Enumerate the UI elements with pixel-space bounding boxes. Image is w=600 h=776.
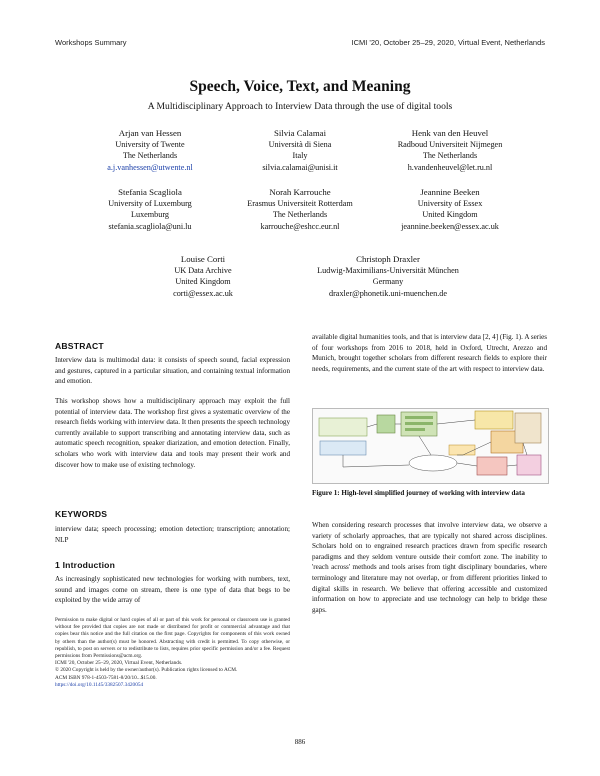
- keywords-text: interview data; speech processing; emotion detection; transcription; annotation; NLP: [55, 525, 290, 544]
- author-country: United Kingdom: [422, 210, 478, 220]
- author-name: Louise Corti: [180, 254, 226, 264]
- intro-continued-paragraph: available digital humanities tools, and that is interview data [2, 4] (Fig. 1). A series of four workshops from 2016 to 2018, held in Oxford, Utrecht, Arezzo and Munich, brought together scholars from different research fields to explore their needs, requirements, and the current state of the art with respect to interview data.: [312, 333, 547, 373]
- author-email[interactable]: stefania.scagliola@uni.lu: [108, 221, 192, 231]
- author-affiliation: University of Essex: [417, 199, 483, 209]
- author-block: [108, 254, 298, 299]
- section-heading: 1 Introduction: [55, 560, 116, 570]
- author-affiliation: UK Data Archive: [174, 266, 232, 276]
- author-affiliation: University of Twente: [115, 140, 185, 150]
- running-header-right: ICMI '20, October 25–29, 2020, Virtual Event, Netherlands: [351, 38, 545, 47]
- author-country: The Netherlands: [122, 151, 178, 161]
- author-affiliation: Erasmus Universiteit Rotterdam: [247, 199, 353, 209]
- author-country: Italy: [292, 151, 308, 161]
- author-email[interactable]: corti@essex.ac.uk: [173, 288, 233, 298]
- figure-1-diagram: [312, 408, 549, 484]
- page-number: 886: [294, 738, 306, 746]
- paper-title: Speech, Voice, Text, and Meaning: [189, 78, 411, 95]
- author-country: Luxemburg: [130, 210, 170, 220]
- footnote-copyright: © 2020 Copyright is held by the owner/author(s). Publication rights licensed to ACM.: [55, 667, 238, 674]
- copyright-footnote: [55, 617, 290, 689]
- author-email[interactable]: h.vandenheuvel@let.ru.nl: [407, 162, 493, 172]
- author-block: [355, 187, 545, 232]
- author-country: The Netherlands: [422, 151, 478, 161]
- author-affiliation: Università di Siena: [268, 140, 332, 150]
- author-name: Christoph Draxler: [356, 254, 420, 264]
- author-name: Jeannine Beeken: [420, 187, 480, 197]
- figure-1-caption: Figure 1: High-level simplified journey of working with interview data: [312, 489, 525, 497]
- author-name: Silvia Calamai: [273, 128, 327, 138]
- abstract-paragraph: This workshop shows how a multidisciplinary approach may exploit the full potential of interview data. The workshop first gives a systematic overview of the research fields working with interview data. It then presents the speech technology currently available to support transcribing and annotating interview data, such as automatic speech recognition, speaker diarization, and emotion detection. Finally, scholars who work with interview data and tools may present their work and discover how to make use of existing technology.: [55, 397, 290, 469]
- author-email[interactable]: draxler@phonetik.uni-muenchen.de: [328, 288, 448, 298]
- intro-paragraph: As increasingly sophisticated new technologies for working with numbers, text, sound and images come on stream, there is one type of data that begs to be exploited by the wide array of: [55, 575, 290, 605]
- author-block: [355, 128, 545, 173]
- author-name: Norah Karrouche: [269, 187, 331, 197]
- author-email[interactable]: silvia.calamai@unisi.it: [262, 162, 338, 172]
- footnote-permission: Permission to make digital or hard copies of all or part of this work for personal or classroom use is granted without fee provided that copies are not made or distributed for profit or commercial advantage and that copies bear this notice and the full citation on the first page. Copyrights for components of this work owned by others than the author(s) must be honored. Abstracting with credit is permitted. To copy otherwise, or republish, to post on servers or to redistribute to lists, requires prior specific permission and/or a fee. Request permissions from Permissions@acm.org.: [55, 617, 290, 660]
- author-email[interactable]: jeannine.beeken@essex.ac.uk: [401, 221, 499, 231]
- author-email[interactable]: a.j.vanhessen@utwente.nl: [107, 162, 193, 172]
- author-email[interactable]: karrouche@eshcc.eur.nl: [260, 221, 340, 231]
- keywords-heading: KEYWORDS: [55, 509, 108, 519]
- abstract-paragraph: Interview data is multimodal data: it consists of speech sound, facial expression and gestures, captured in a particular situation, and containing textual information and emotion.: [55, 356, 290, 386]
- body-paragraph: When considering research processes that involve interview data, we observe a variety of scholarly approaches, that are typically not shared across disciplines. Scholars hold on to engrained research practices drawn from specific research paradigms and they seldom venture outside their comfort zone. The inability to 'reach across' methods and tools arises from tight disciplinary boundaries, where terminology and literature may not overlap, or from different priorities linked to digital skills in research. We believe that offering accessible and customized information on how to appreciate and use technology can help to bridge these gaps.: [312, 521, 547, 614]
- author-name: Arjan van Hessen: [118, 128, 182, 138]
- author-block: [278, 254, 498, 299]
- author-name: Stefania Scagliola: [118, 187, 182, 197]
- paper-subtitle: A Multidisciplinary Approach to Interview Data through the use of digital tools: [147, 101, 453, 112]
- footnote-conference: ICMI '20, October 25–29, 2020, Virtual Event, Netherlands.: [55, 660, 183, 667]
- doi-link[interactable]: https://doi.org/10.1145/3382507.3420054: [55, 681, 144, 688]
- author-name: Henk van den Heuvel: [411, 128, 489, 138]
- abstract-heading: ABSTRACT: [55, 341, 104, 351]
- author-country: Germany: [372, 277, 404, 287]
- author-country: The Netherlands: [272, 210, 328, 220]
- figure-1-connectors: [313, 409, 548, 483]
- author-affiliation: University of Luxemburg: [108, 199, 192, 209]
- author-country: United Kingdom: [175, 277, 231, 287]
- author-affiliation: Ludwig-Maximilians-Universität München: [317, 266, 459, 276]
- footnote-isbn: ACM ISBN 978-1-4503-7581-8/20/10...$15.00.: [55, 674, 157, 681]
- running-header-left: Workshops Summary: [55, 38, 127, 47]
- author-affiliation: Radboud Universiteit Nijmegen: [397, 140, 503, 150]
